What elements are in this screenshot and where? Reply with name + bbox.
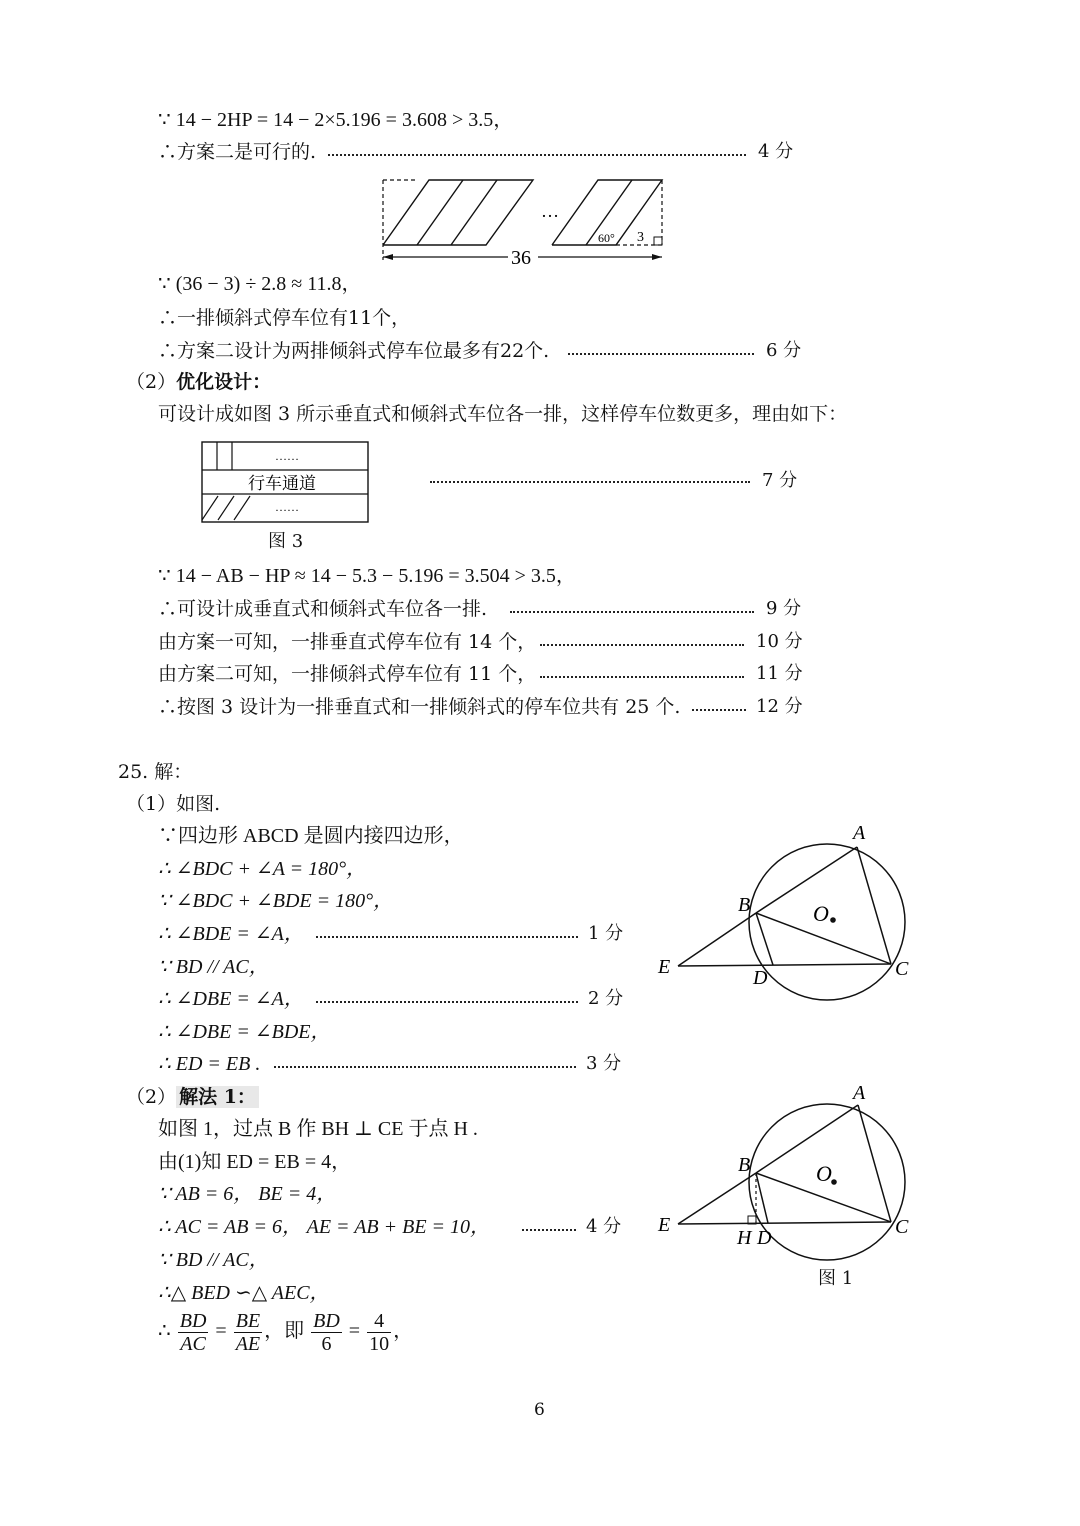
dot-leader bbox=[430, 481, 750, 483]
label-D: D bbox=[757, 1227, 772, 1249]
line-draw-bh: 如图 1，过点 B 作 BH ⊥ CE 于点 H . bbox=[158, 1118, 478, 1140]
label-B: B bbox=[738, 894, 751, 916]
part-1-heading: （1）如图. bbox=[126, 793, 221, 815]
equals: = bbox=[348, 1320, 361, 1342]
score-1: 1 分 bbox=[588, 923, 624, 944]
score-7: 7 分 bbox=[762, 470, 798, 491]
dot-leader bbox=[274, 1066, 576, 1068]
fraction-bd-6: $\frac{BD}{6}$ bbox=[313, 1309, 340, 1355]
line-ratio bbox=[158, 1308, 413, 1355]
dot-leader bbox=[692, 709, 746, 711]
label-D: D bbox=[753, 967, 768, 989]
part-2-number: （2） bbox=[126, 1086, 177, 1108]
question-25-heading: 25. 解： bbox=[118, 761, 193, 783]
dot-leader bbox=[540, 676, 744, 678]
dot-leader bbox=[568, 353, 754, 355]
label-C: C bbox=[895, 1216, 909, 1238]
fraction-be-ae: $\frac{BE}{AE}$ bbox=[235, 1309, 261, 1355]
figure-3 bbox=[200, 440, 372, 525]
score-4b: 4 分 bbox=[586, 1216, 622, 1237]
parking-diagram bbox=[378, 175, 670, 270]
label-A: A bbox=[853, 1082, 866, 1104]
label-C: C bbox=[895, 958, 909, 980]
section-title: 优化设计： bbox=[176, 371, 272, 393]
therefore-symbol: ∴ bbox=[158, 1320, 171, 1342]
fig1-caption: 图 1 bbox=[818, 1268, 854, 1289]
label-E: E bbox=[658, 1214, 671, 1236]
comma: ， bbox=[393, 1320, 414, 1342]
score-2: 2 分 bbox=[588, 988, 624, 1009]
page-number: 6 bbox=[534, 1400, 545, 1420]
fig3-caption: 图 3 bbox=[268, 531, 304, 552]
line-mixed-design: ∴可设计成垂直式和倾斜式车位各一排. bbox=[158, 598, 488, 620]
ellipsis-label: … bbox=[541, 201, 559, 221]
line-one-row: ∴一排倾斜式停车位有11个， bbox=[158, 307, 411, 329]
label-O: O bbox=[816, 1161, 832, 1186]
line-division: ∵ (36 − 3) ÷ 2.8 ≈ 11.8， bbox=[158, 273, 362, 295]
fraction-bd-ac: $\frac{BD}{AC}$ bbox=[179, 1309, 207, 1355]
length-label: 36 bbox=[511, 247, 531, 269]
line-angle-sum: ∴ ∠BDC + ∠A = 180°， bbox=[158, 858, 367, 880]
fig3-lane-label: 行车通道 bbox=[248, 474, 316, 493]
score-10: 10 分 bbox=[756, 631, 803, 652]
line-cyclic-quad: ∵四边形 ABCD 是圆内接四边形， bbox=[158, 825, 464, 847]
line-plan1-count: 由方案一可知，一排垂直式停车位有 14 个， bbox=[158, 631, 537, 653]
line-similar: ∴△ BED ∽△ AEC， bbox=[158, 1282, 330, 1304]
line-plan2-max: ∴方案二设计为两排倾斜式停车位最多有22个. bbox=[158, 340, 550, 362]
solution-1-title: 解法 1： bbox=[176, 1086, 259, 1108]
line-ed-eb-4: 由(1)知 ED = EB = 4， bbox=[158, 1151, 352, 1173]
namely-text: ，即 bbox=[264, 1320, 305, 1342]
fig3-top-dots: …… bbox=[275, 449, 299, 463]
equals: = bbox=[215, 1320, 227, 1342]
part-2-heading bbox=[126, 1085, 259, 1109]
score-11: 11 分 bbox=[756, 663, 803, 684]
dot-leader bbox=[328, 154, 746, 156]
section-optimize bbox=[126, 370, 271, 394]
label-E: E bbox=[658, 956, 671, 978]
line-design-note: 可设计成如图 3 所示垂直式和倾斜式车位各一排，这样停车位数更多，理由如下： bbox=[158, 403, 848, 425]
section-number: （2） bbox=[126, 371, 177, 393]
line-plan2-count: 由方案二可知，一排倾斜式停车位有 11 个， bbox=[158, 663, 537, 685]
line-bd-parallel-2: ∵ BD // AC， bbox=[158, 1249, 269, 1271]
circle-figure-1 bbox=[650, 820, 920, 1010]
label-B: B bbox=[738, 1154, 751, 1176]
label-H: H bbox=[737, 1227, 752, 1249]
line-ac-ae: ∴ AC = AB = 6， AE = AB + BE = 10， bbox=[158, 1216, 491, 1238]
circle-figure-2 bbox=[650, 1080, 920, 1270]
score-6: 6 分 bbox=[766, 340, 802, 361]
score-12: 12 分 bbox=[756, 696, 803, 717]
line-ab-hp-check: ∵ 14 − AB − HP ≈ 14 − 5.3 − 5.196 = 3.504 > 3.5， bbox=[158, 565, 576, 587]
label-A: A bbox=[853, 822, 866, 844]
score-4: 4 分 bbox=[758, 141, 794, 162]
line-dbe-eq-bde: ∴ ∠DBE = ∠BDE， bbox=[158, 1021, 331, 1043]
dot-leader bbox=[540, 644, 744, 646]
line-bde-eq-a: ∴ ∠BDE = ∠A， bbox=[158, 923, 304, 945]
line-bd-parallel: ∵ BD // AC， bbox=[158, 956, 269, 978]
dot-leader bbox=[510, 611, 754, 613]
dot-leader bbox=[316, 936, 578, 938]
line-angle-supp: ∵ ∠BDC + ∠BDE = 180°， bbox=[158, 890, 394, 912]
dot-leader bbox=[316, 1001, 578, 1003]
line-ed-eq-eb: ∴ ED = EB . bbox=[158, 1053, 261, 1075]
dot-leader bbox=[522, 1229, 576, 1231]
fraction-4-10: $\frac{4}{10}$ bbox=[369, 1309, 390, 1355]
line-ab-be: ∵ AB = 6， BE = 4， bbox=[158, 1183, 337, 1205]
score-3: 3 分 bbox=[586, 1053, 622, 1074]
line-total: ∴按图 3 设计为一排垂直式和一排倾斜式的停车位共有 25 个. bbox=[158, 696, 681, 718]
line-dbe-eq-a: ∴ ∠DBE = ∠A， bbox=[158, 988, 304, 1010]
line-plan2-feasible: ∴方案二是可行的. bbox=[158, 141, 317, 163]
score-9: 9 分 bbox=[766, 598, 802, 619]
label-O: O bbox=[813, 901, 829, 926]
angle-label: 60° bbox=[598, 231, 615, 245]
gap-label: 3 bbox=[637, 230, 644, 245]
fig3-bottom-dots: …… bbox=[275, 500, 299, 514]
line-hp-check: ∵ 14 − 2HP = 14 − 2×5.196 = 3.608 > 3.5， bbox=[158, 109, 514, 131]
